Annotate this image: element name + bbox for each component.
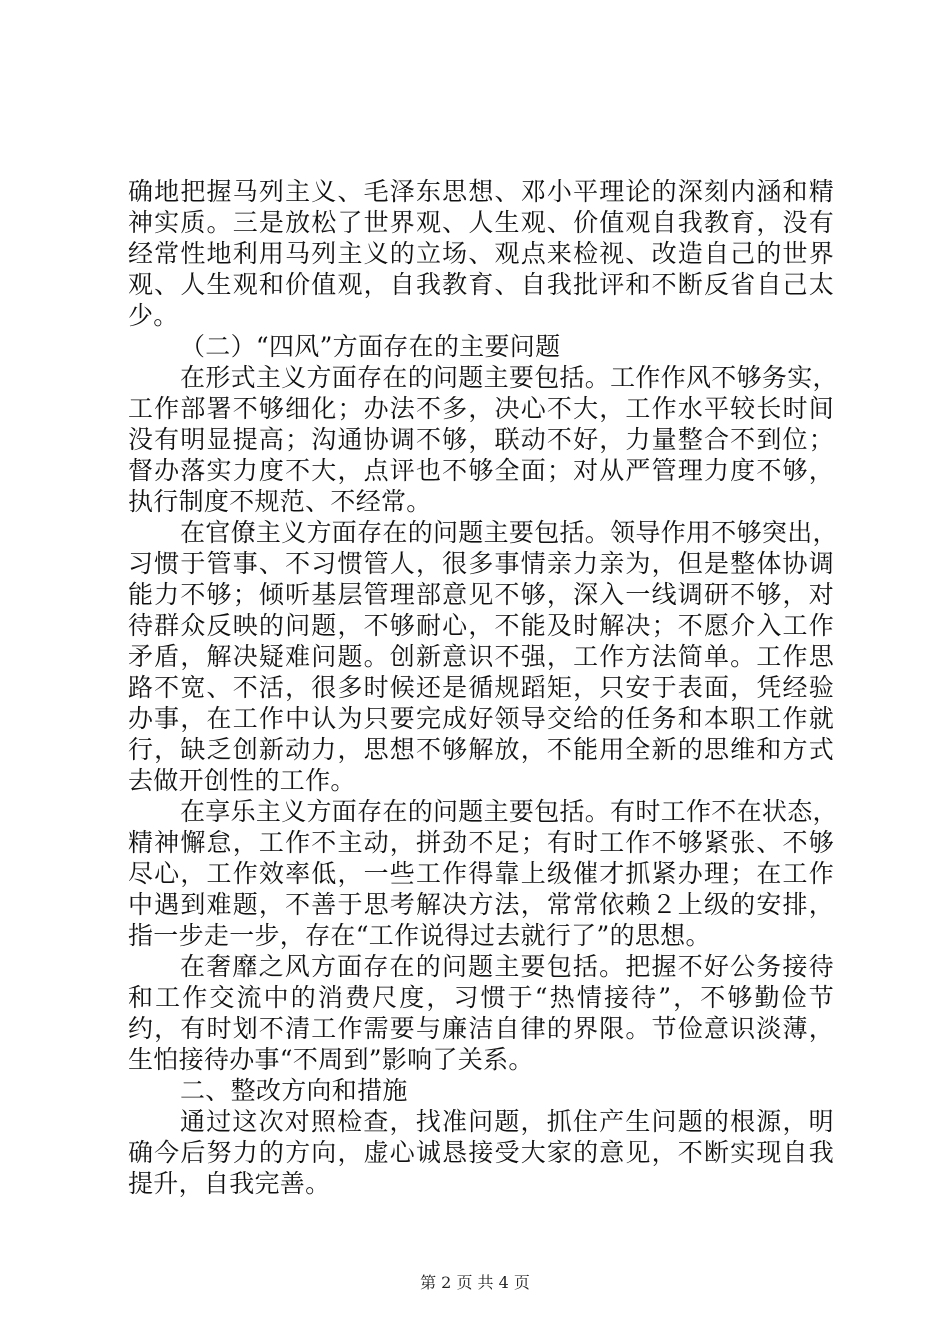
text-line: 生怕接待办事“不周到”影响了关系。 — [128, 1045, 534, 1074]
text-line: 和工作交流中的消费尺度，习惯于“热情接待”，不够勤俭节 — [128, 983, 834, 1012]
text-line: 执行制度不规范、不经常。 — [128, 487, 432, 516]
text-line: 经常性地利用马列主义的立场、观点来检视、改造自己的世界 — [128, 239, 834, 268]
text-line: 尽心，工作效率低，一些工作得靠上级催才抓紧办理；在工作 — [128, 859, 834, 888]
paragraph-start-line: 在奢靡之风方面存在的问题主要包括。把握不好公务接待 — [180, 952, 834, 981]
text-line: 行，缺乏创新动力，思想不够解放，不能用全新的思维和方式 — [128, 735, 834, 764]
text-line: 少。 — [128, 301, 179, 330]
text-line: 约，有时划不清工作需要与廉洁自律的界限。节俭意识淡薄， — [128, 1014, 834, 1043]
text-line: 指一步走一步，存在“工作说得过去就行了”的思想。 — [128, 921, 711, 950]
text-line: 督办落实力度不大，点评也不够全面；对从严管理力度不够， — [128, 456, 834, 485]
paragraph-start-line: 在官僚主义方面存在的问题主要包括。领导作用不够突出， — [180, 518, 838, 547]
text-line: 矛盾，解决疑难问题。创新意识不强，工作方法简单。工作思 — [128, 642, 834, 671]
paragraph-start-line: 在享乐主义方面存在的问题主要包括。有时工作不在状态， — [180, 797, 838, 826]
text-line: 观、人生观和价值观，自我教育、自我批评和不断反省自己太 — [128, 270, 834, 299]
page-number-footer: 第 2 页 共 4 页 — [420, 1273, 530, 1292]
text-line: 神实质。三是放松了世界观、人生观、价值观自我教育，没有 — [128, 208, 834, 237]
text-line: 精神懈怠，工作不主动，拼劲不足；有时工作不够紧张、不够 — [128, 828, 834, 857]
text-line: 提升，自我完善。 — [128, 1169, 331, 1198]
paragraph-start-line: 通过这次对照检查，找准问题，抓住产生问题的根源，明 — [180, 1107, 834, 1136]
text-line: 能力不够；倾听基层管理部意见不够，深入一线调研不够，对 — [128, 580, 834, 609]
section-heading: 二、整改方向和措施 — [180, 1076, 408, 1105]
text-line: 待群众反映的问题，不够耐心，不能及时解决；不愿介入工作 — [128, 611, 834, 640]
paragraph-start-line: 在形式主义方面存在的问题主要包括。工作作风不够务实， — [180, 363, 838, 392]
text-line: 没有明显提高；沟通协调不够，联动不好，力量整合不到位； — [128, 425, 834, 454]
section-heading: （二）“四风”方面存在的主要问题 — [180, 332, 561, 361]
text-line: 路不宽、不活，很多时候还是循规蹈矩，只安于表面，凭经验 — [128, 673, 834, 702]
text-line: 习惯于管事、不习惯管人，很多事情亲力亲为，但是整体协调 — [128, 549, 834, 578]
text-line: 确地把握马列主义、毛泽东思想、邓小平理论的深刻内涵和精 — [128, 177, 834, 206]
text-line: 确今后努力的方向，虚心诚恳接受大家的意见，不断实现自我 — [128, 1138, 834, 1167]
text-line: 工作部署不够细化；办法不多，决心不大，工作水平较长时间 — [128, 394, 834, 423]
text-line: 去做开创性的工作。 — [128, 766, 356, 795]
text-line: 办事，在工作中认为只要完成好领导交给的任务和本职工作就 — [128, 704, 834, 733]
body-text — [128, 176, 838, 1199]
text-line: 中遇到难题，不善于思考解决方法，常常依赖２上级的安排， — [128, 890, 834, 919]
